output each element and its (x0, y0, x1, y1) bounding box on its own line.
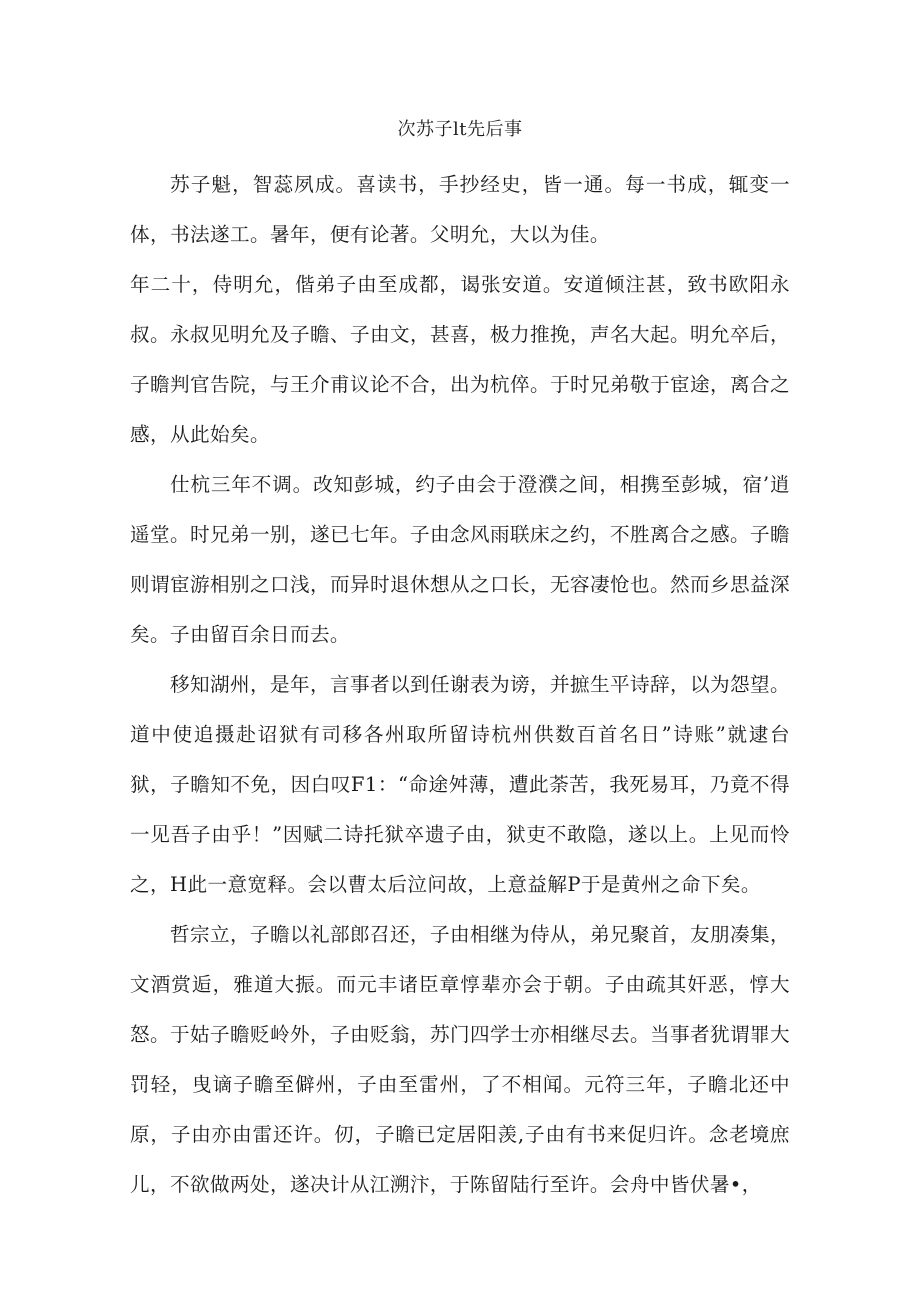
paragraph-1: 苏子魁，智蕊夙成。喜读书，手抄经史，皆一通。每一书成，辄变一体，书法遂工。暑年，便有论著。父明允，大以为佳。 (130, 173, 790, 246)
paragraph-2: 年二十，侍明允，偕弟子由至成都，谒张安道。安道倾注甚，致书欧阳永叔。永叔见明允及子瞻、子由文，甚喜，极力推挽，声名大起。明允卒后，子瞻判官告院，与王介甫议论不合，出为杭倅。于时兄弟敬于宦途，离合之感，从此始矣。 (130, 273, 790, 446)
paragraph-5: 哲宗立，子瞻以礼部郎召还，子由相继为侍从，弟兄聚首，友朋凑集，文酒赏逅，雅道大振。而元丰诸臣章惇辈亦会于朝。子由疏其奸恶，惇大怒。于姑子瞻贬岭外，子由贬翁，苏门四学士亦相继尽去。当事者犹谓罪大罚轻，曳谪子瞻至僻州，子由至雷州，了不相闻。元符三年，子瞻北还中原，子由亦由雷还许。仞，子瞻已定居阳羡,子由有书来促归许。念老境庶儿，不欲做两处，遂决计从江溯汴，于陈留陆行至许。会舟中皆伏暑•， (130, 923, 790, 1196)
paragraph-4: 移知湖州，是年，言事者以到任谢表为谤，并摭生平诗辞，以为怨望。道中使追摄赴诏狱有司移各州取所留诗杭州供数百首名日”诗账”就逮台狱，子瞻知不免，因白叹F1：“命途舛薄，遭此荼苦，我死易耳，乃竟不得一见吾子由乎！”因赋二诗托狱卒遗子由，狱吏不敢隐，遂以上。上见而怜之，H此一意宽释。会以曹太后泣问故，上意益解P于是黄州之命下矣。 (130, 673, 790, 896)
paragraph-3: 仕杭三年不调。改知彭城，约子由会于澄濮之间，相携至彭城，宿’逍遥堂。时兄弟一别，遂已七年。子由念风雨联床之约，不胜离合之感。子瞻则谓宦游相别之口浅，而异时退休想从之口长，无容凄怆也。然而乡思益深矣。子由留百余日而去。 (130, 473, 790, 646)
document-title: 次苏子lt先后事 (397, 119, 523, 140)
document-body (130, 160, 790, 1210)
